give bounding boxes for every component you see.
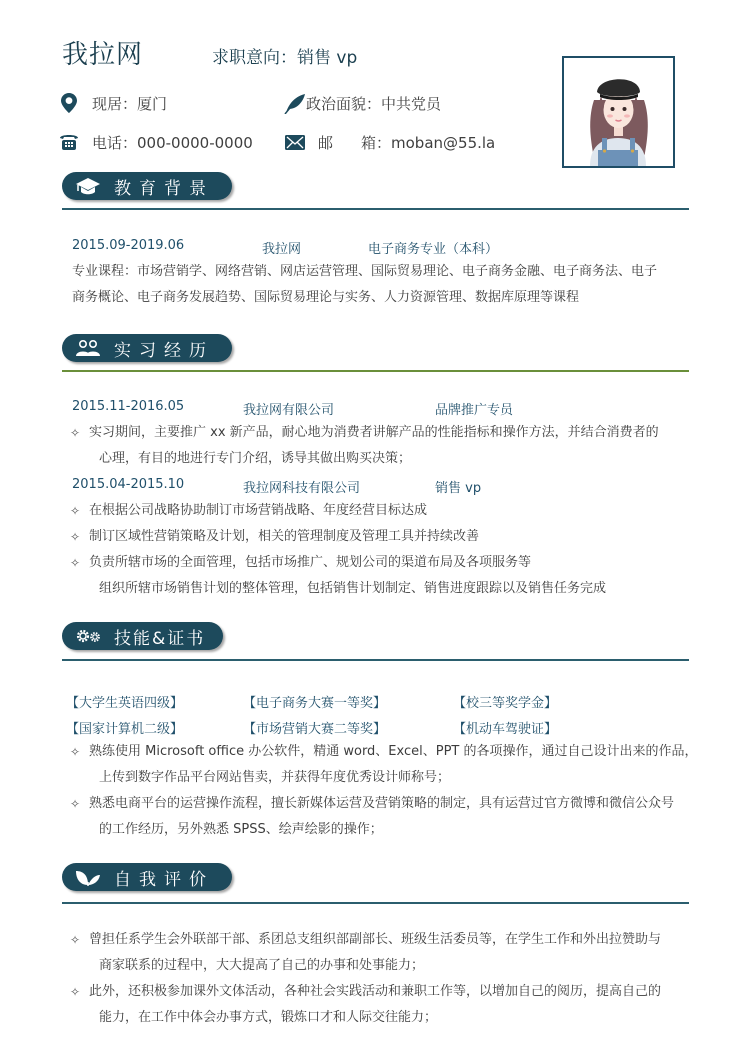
diamond-bullet-icon: ✧ [70, 933, 81, 947]
bullet-continuation: 的工作经历，另外熟悉 SPSS、绘声绘影的操作； [99, 822, 383, 837]
section-title: 自我评价 [114, 869, 214, 890]
job-date: 2015.04-2015.10 [72, 477, 185, 492]
email-text[interactable]: 箱：moban@55.la [361, 133, 496, 152]
section-title: 教育背景 [114, 178, 214, 199]
section-divider [62, 208, 689, 210]
cert-item: 【电子商务大赛一等奖】 [243, 696, 387, 711]
section-pill [62, 622, 223, 650]
diamond-bullet-icon: ✧ [70, 530, 81, 544]
list-item [62, 927, 712, 953]
graduation-cap-icon [74, 176, 102, 196]
section-header-skills [62, 621, 223, 651]
phone-row [58, 131, 253, 153]
location-pin-icon [58, 92, 80, 114]
list-item [62, 420, 702, 446]
residence-row [58, 92, 167, 114]
bullet-continuation: 商家联系的过程中，大大提高了自己的办事和处事能力； [99, 958, 425, 973]
section-divider [62, 902, 689, 904]
diamond-bullet-icon: ✧ [70, 426, 81, 440]
education-major: 电子商务专业（本科） [368, 242, 499, 257]
cert-item: 【国家计算机二级】 [66, 722, 184, 737]
email-row [284, 131, 495, 153]
section-pill [62, 172, 232, 200]
envelope-icon [284, 131, 306, 153]
bullet-continuation: 组织所辖市场销售计划的整体管理，包括销售计划制定、销售进度跟踪以及销售任务完成 [99, 581, 607, 596]
bullet-continuation: 能力，在工作中体会办事方式，锻炼口才和人际交往能力； [99, 1010, 438, 1025]
bullet-text: 此外，还积极参加课外文体活动，各种社会实践活动和兼职工作等，以增加自己的阅历，提高自己的 [89, 984, 662, 999]
diamond-bullet-icon: ✧ [70, 797, 81, 811]
avatar-illustration [564, 58, 673, 166]
job-intent: 求职意向：销售 vp [212, 48, 358, 68]
phone-text: 电话：000-0000-0000 [92, 133, 253, 152]
section-header-internship [62, 333, 232, 363]
diamond-bullet-icon: ✧ [70, 504, 81, 518]
education-school: 我拉网 [262, 242, 302, 257]
bullet-text: 熟练使用 Microsoft office 办公软件，精通 word、Excel、PPT 的各项操作，通过自己设计出来的作品， [89, 744, 698, 759]
education-date: 2015.09-2019.06 [72, 238, 185, 253]
diamond-bullet-icon: ✧ [70, 985, 81, 999]
list-item [62, 979, 712, 1005]
residence-text: 现居：厦门 [92, 94, 168, 113]
diamond-bullet-icon: ✧ [70, 745, 81, 759]
section-title: 实习经历 [114, 340, 214, 361]
self-eval-bullets [62, 927, 712, 1031]
education-courses-line1: 专业课程：市场营销学、网络营销、网店运营管理、国际贸易理论、电子商务金融、电子商务法、电子 [72, 264, 658, 279]
job-bullets [62, 498, 702, 602]
job-role: 品牌推广专员 [435, 403, 514, 418]
bullet-continuation: 上传到数字作品平台网站售卖，并获得年度优秀设计师称号； [99, 770, 451, 785]
list-item [62, 550, 702, 576]
leaf-icon [284, 92, 306, 114]
bullet-text: 实习期间，主要推广 xx 新产品，耐心地为消费者讲解产品的性能指标和操作方法，并结合消费者的 [89, 425, 659, 440]
list-item [62, 791, 712, 817]
section-pill [62, 334, 232, 362]
section-divider [62, 370, 689, 372]
bullet-continuation: 心理，有目的地进行专门介绍，诱导其做出购买决策； [99, 451, 412, 466]
sprout-leaf-icon [74, 867, 102, 887]
cert-item: 【市场营销大赛二等奖】 [243, 722, 387, 737]
section-header-self-eval [62, 862, 232, 892]
gears-icon [74, 626, 102, 646]
list-item [62, 739, 712, 765]
education-courses-line2: 商务概论、电子商务发展趋势、国际贸易理论与实务、人力资源管理、数据库原理等课程 [72, 290, 580, 305]
list-item [62, 498, 702, 524]
job-date: 2015.11-2016.05 [72, 399, 185, 414]
bullet-text: 负责所辖市场的全面管理，包括市场推广、规划公司的渠道布局及各项服务等 [89, 555, 532, 570]
profile-photo [562, 56, 675, 168]
bullet-text: 曾担任系学生会外联部干部、系团总支组织部副部长、班级生活委员等，在学生工作和外出拉赞助与 [89, 932, 662, 947]
job-role: 销售 vp [435, 481, 482, 496]
cert-item: 【机动车驾驶证】 [453, 722, 558, 737]
job-company: 我拉网科技有限公司 [243, 481, 361, 496]
email-label: 邮 [318, 133, 334, 152]
people-icon [74, 338, 102, 358]
diamond-bullet-icon: ✧ [70, 556, 81, 570]
political-text: 政治面貌：中共党员 [306, 94, 442, 113]
section-divider [62, 659, 689, 661]
section-header-education [62, 171, 232, 201]
candidate-name: 我拉网 [62, 40, 144, 70]
section-pill [62, 863, 232, 891]
cert-item: 【校三等奖学金】 [453, 696, 558, 711]
political-row [284, 92, 441, 114]
bullet-text: 制订区域性营销策略及计划，相关的管理制度及管理工具并持续改善 [89, 529, 480, 544]
skills-bullets [62, 739, 712, 843]
job-bullets [62, 420, 702, 472]
job-company: 我拉网有限公司 [243, 403, 335, 418]
list-item [62, 524, 702, 550]
telephone-icon [58, 131, 80, 153]
cert-item: 【大学生英语四级】 [66, 696, 184, 711]
section-title: 技能&证书 [114, 628, 206, 649]
bullet-text: 熟悉电商平台的运营操作流程，擅长新媒体运营及营销策略的制定，具有运营过官方微博和微信公众号 [89, 796, 675, 811]
bullet-text: 在根据公司战略协助制订市场营销战略、年度经营目标达成 [89, 503, 428, 518]
